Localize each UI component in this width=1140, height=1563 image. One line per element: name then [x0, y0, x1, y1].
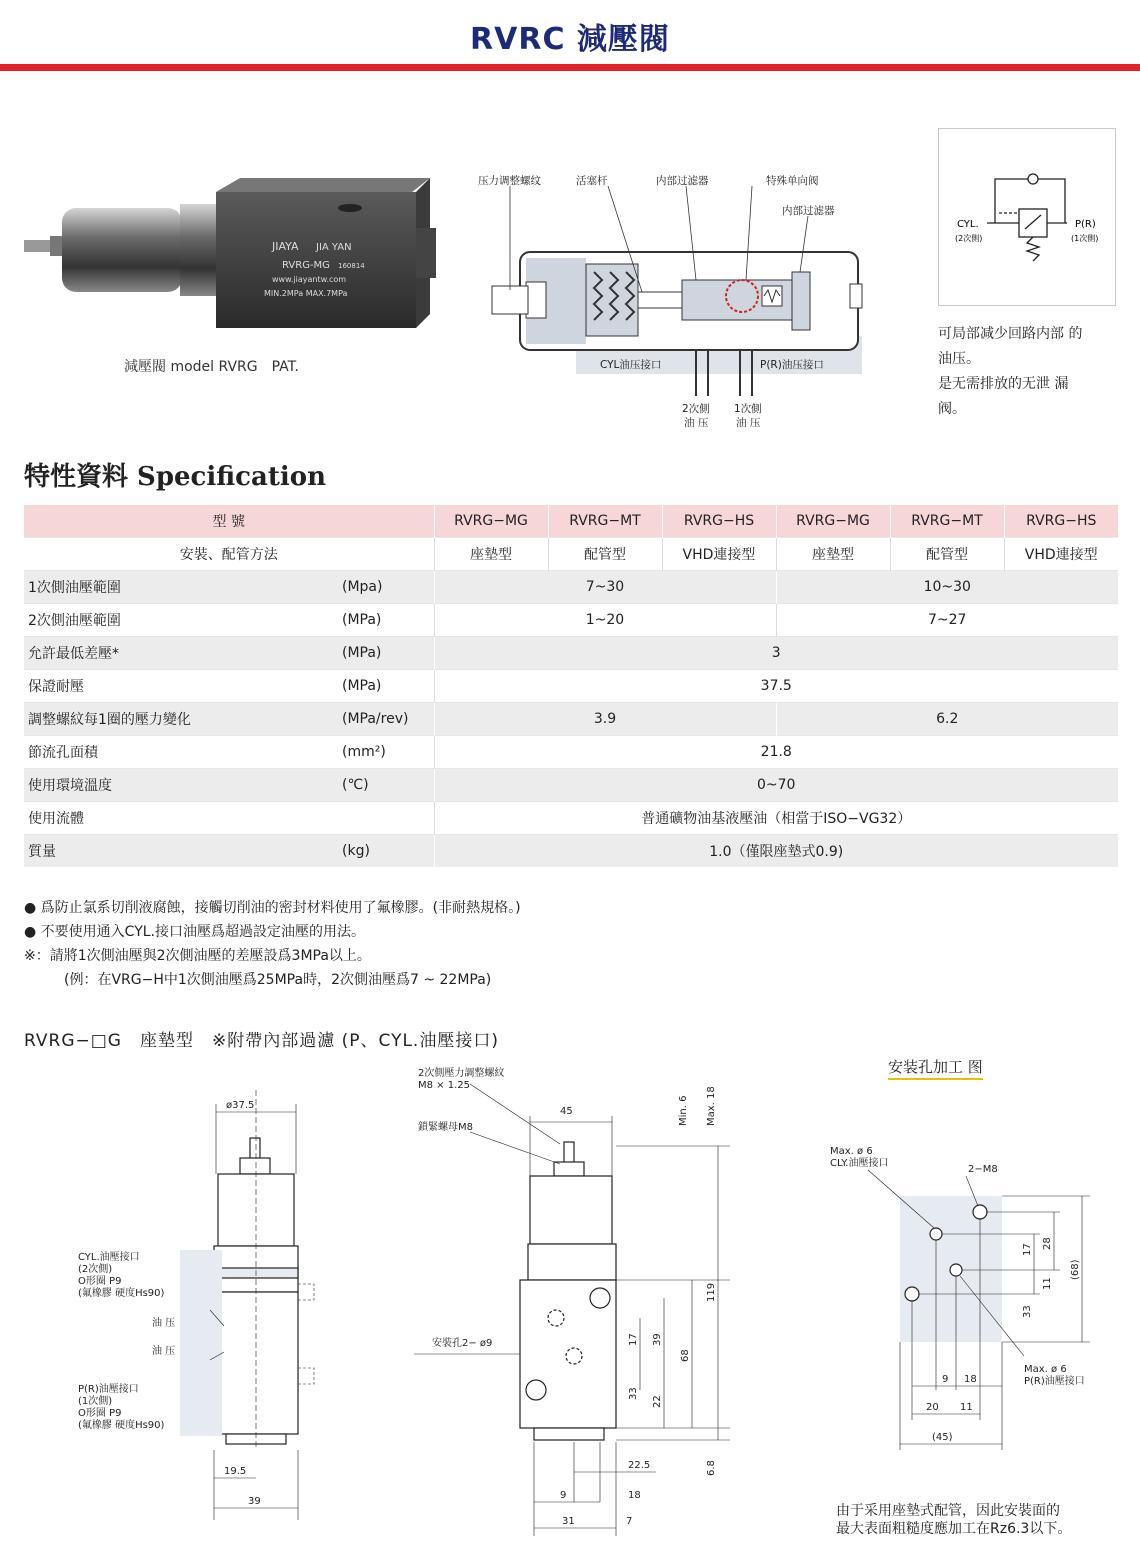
mount-value: 配管型 [890, 538, 1004, 571]
row-label: 允許最低差壓* [24, 637, 342, 670]
label-primary-1: 1次側 [734, 403, 762, 415]
install-hole-title: 安装孔加工 图 [888, 1056, 983, 1080]
row-value: 6.2 [776, 703, 1118, 736]
row-label: 質量 [24, 835, 342, 868]
oil-label-1: 油 压 [152, 1318, 176, 1329]
pr-port-2: (1次側) [78, 1396, 113, 1407]
dim-17-r: 17 [1022, 1243, 1033, 1256]
header-model-label: 型 號 [24, 505, 434, 538]
spec-row [24, 670, 1118, 703]
pr-hole-2: P(R)油壓接口 [1024, 1376, 1085, 1387]
cyl-hole-2: CLY.油壓接口 [830, 1158, 889, 1169]
dim-11-r: 11 [1042, 1277, 1053, 1290]
label-inner-filter-2: 内部过滤器 [782, 205, 835, 217]
dim-9: 9 [560, 1490, 567, 1501]
cyl-port-1: CYL.油壓接口 [78, 1252, 140, 1263]
cyl-port-2: (2次側) [78, 1264, 113, 1275]
header-model: RVRG−HS [662, 505, 776, 538]
row-value: 3 [434, 637, 1118, 670]
row-label: 1次側油壓範圍 [24, 571, 342, 604]
note-line: ※：請將1次側油壓與2次側油壓的差壓設爲3MPa以上。 [24, 948, 371, 964]
label-secondary-2: 油 压 [684, 417, 709, 429]
engraving-model: RVRG-MG [282, 260, 330, 271]
nut-label: 鎖緊螺母M8 [418, 1122, 473, 1133]
row-label: 使用環境溫度 [24, 769, 342, 802]
feature-line: 可局部减少回路内部 的 [938, 326, 1083, 342]
row-value: 21.8 [434, 736, 1118, 769]
dim-31: 31 [562, 1516, 575, 1527]
mounting-hole-drawing [820, 1110, 1120, 1454]
note-line: ● 爲防止氯系切削液腐蝕，接觸切削油的密封材料使用了氟橡膠。(非耐熱規格。) [24, 900, 521, 916]
pr-port-3: O形圈 P9 [78, 1408, 122, 1419]
dim-39: 39 [248, 1496, 261, 1507]
header-model: RVRG−HS [1004, 505, 1118, 538]
feature-description [938, 322, 1128, 422]
spec-row [24, 703, 1118, 736]
dim-39-mid: 39 [652, 1333, 663, 1346]
mount-label: 安裝、配管方法 [24, 538, 434, 571]
dim-33: 33 [628, 1387, 639, 1400]
label-secondary-1: 2次側 [682, 403, 710, 415]
feature-line: 油压。 [938, 351, 980, 367]
engraving-range: MIN.2MPa MAX.7MPa [264, 289, 348, 298]
dim-20: 20 [926, 1402, 939, 1413]
header-model: RVRG−MG [776, 505, 890, 538]
spec-table [24, 505, 1118, 867]
feature-line: 阀。 [938, 401, 966, 417]
row-value: 37.5 [434, 670, 1118, 703]
row-value: 1~20 [434, 604, 776, 637]
schematic-pr: P(R) [1075, 219, 1096, 230]
dim-33-r: 33 [1022, 1305, 1033, 1318]
note-line: ● 不要使用通入CYL.接口油壓爲超過設定油壓的用法。 [24, 924, 365, 940]
install-note [836, 1502, 1136, 1538]
row-value: 3.9 [434, 703, 776, 736]
row-unit: (MPa/rev) [342, 703, 434, 736]
screw-label-1: 2次側壓力調整螺紋 [418, 1068, 505, 1079]
header-model: RVRG−MG [434, 505, 548, 538]
row-label: 使用流體 [24, 802, 342, 835]
row-value: 普通礦物油基液壓油（相當于ISO−VG32） [434, 802, 1118, 835]
label-pr-port: P(R)油压接口 [760, 359, 824, 371]
dim-min6: Min. 6 [678, 1095, 689, 1126]
row-value: 7~27 [776, 604, 1118, 637]
schematic-cyl: CYL. [957, 219, 979, 230]
photo-caption: 減壓閥 model RVRG PAT. [124, 359, 299, 375]
row-unit [342, 802, 434, 835]
engraving-serial: 160814 [338, 262, 365, 270]
pr-port-4: (氟橡膠 硬度Hs90) [78, 1420, 165, 1431]
dim-68-r: (68) [1070, 1259, 1081, 1280]
row-label: 調整螺紋每1圈的壓力變化 [24, 703, 342, 736]
header-model: RVRG−MT [890, 505, 1004, 538]
spec-header-row [24, 505, 1118, 538]
spec-row [24, 637, 1118, 670]
dim-119: 119 [706, 1282, 717, 1302]
engraving-brand2: JIA YAN [316, 242, 352, 253]
dim-45: 45 [560, 1106, 573, 1117]
row-label: 節流孔面積 [24, 736, 342, 769]
dim-28: 28 [1042, 1237, 1053, 1250]
page-title: RVRC 減壓閥 [470, 22, 670, 57]
spec-heading: 特性資料 Specification [24, 462, 326, 492]
schematic-cyl-sub: (2次側) [955, 234, 983, 243]
dim-11b: 11 [960, 1402, 973, 1413]
row-unit: (Mpa) [342, 571, 434, 604]
label-adjust-screw: 压力调整螺纹 [478, 175, 541, 187]
mount-value: VHD連接型 [662, 538, 776, 571]
oil-label-2: 油 压 [152, 1346, 176, 1357]
header-model: RVRG−MT [548, 505, 662, 538]
product-photo [20, 178, 450, 348]
mount-value: VHD連接型 [1004, 538, 1118, 571]
dim-45-r: (45) [932, 1432, 953, 1443]
drawing-section-title: RVRG−□G 座墊型 ※附帶內部過濾 (P、CYL.油壓接口) [24, 1031, 499, 1051]
m8-label: 2−M8 [968, 1164, 998, 1175]
install-note-line: 最大表面粗糙度應加工在Rz6.3以下。 [836, 1521, 1072, 1537]
engraving-brand: JIAYA [272, 240, 299, 253]
spec-row [24, 802, 1118, 835]
dim-6-8: 6.8 [706, 1460, 717, 1476]
pr-port-1: P(R)油壓接口 [78, 1384, 139, 1395]
spec-mount-row [24, 538, 1118, 571]
row-unit: (℃) [342, 769, 434, 802]
spec-row [24, 736, 1118, 769]
feature-line: 是无需排放的无泄 漏 [938, 376, 1069, 392]
note-line: (例：在VRG−H中1次側油壓爲25MPa時，2次側油壓爲7 ~ 22MPa) [64, 972, 492, 988]
dim-18: 18 [628, 1490, 641, 1501]
dim-max18: Max. 18 [706, 1086, 717, 1126]
side-view-drawing [410, 1062, 740, 1536]
install-note-line: 由于采用座墊式配管，因此安裝面的 [836, 1503, 1060, 1519]
dim-9-r: 9 [942, 1374, 949, 1385]
cyl-hole-1: Max. ø 6 [830, 1146, 873, 1157]
row-value: 0~70 [434, 769, 1118, 802]
dim-19-5: 19.5 [224, 1466, 247, 1477]
label-primary-2: 油 压 [736, 417, 761, 429]
title-divider [0, 64, 1140, 71]
dim-dia: ø37.5 [226, 1100, 255, 1111]
row-value: 10~30 [776, 571, 1118, 604]
dim-22: 22 [652, 1395, 663, 1408]
front-view-drawing [60, 1090, 360, 1530]
label-inner-filter-1: 内部过滤器 [656, 175, 709, 187]
row-unit: (MPa) [342, 637, 434, 670]
engraving-site: www.jiayantw.com [272, 275, 347, 284]
mount-value: 配管型 [548, 538, 662, 571]
spec-row [24, 769, 1118, 802]
mount-value: 座墊型 [776, 538, 890, 571]
dim-17: 17 [628, 1333, 639, 1346]
row-label: 保證耐壓 [24, 670, 342, 703]
dim-7: 7 [626, 1516, 633, 1527]
mount-value: 座墊型 [434, 538, 548, 571]
dim-18-r: 18 [964, 1374, 977, 1385]
cyl-port-4: (氟橡膠 硬度Hs90) [78, 1288, 165, 1299]
label-check-valve: 特殊单向阀 [766, 175, 819, 187]
dim-22-5: 22.5 [628, 1460, 651, 1471]
pr-hole-1: Max. ø 6 [1024, 1364, 1067, 1375]
label-piston-rod: 活塞杆 [576, 175, 608, 187]
screw-label-2: M8 × 1.25 [418, 1080, 470, 1091]
row-unit: (kg) [342, 835, 434, 868]
row-value: 1.0（僅限座墊式0.9) [434, 835, 1118, 868]
hydraulic-symbol [938, 128, 1116, 306]
row-unit: (mm²) [342, 736, 434, 769]
cyl-port-3: O形圈 P9 [78, 1276, 122, 1287]
row-unit: (MPa) [342, 604, 434, 637]
row-value: 7~30 [434, 571, 776, 604]
row-label: 2次側油壓範圍 [24, 604, 342, 637]
spec-row [24, 571, 1118, 604]
schematic-pr-sub: (1次側) [1071, 234, 1099, 243]
notes [24, 896, 521, 992]
mount-hole-label: 安裝孔2− ø9 [432, 1338, 493, 1349]
spec-row [24, 835, 1118, 868]
dim-68: 68 [680, 1349, 691, 1362]
row-unit: (MPa) [342, 670, 434, 703]
section-view [470, 168, 870, 438]
spec-row [24, 604, 1118, 637]
label-cyl-port: CYL油压接口 [600, 359, 662, 371]
